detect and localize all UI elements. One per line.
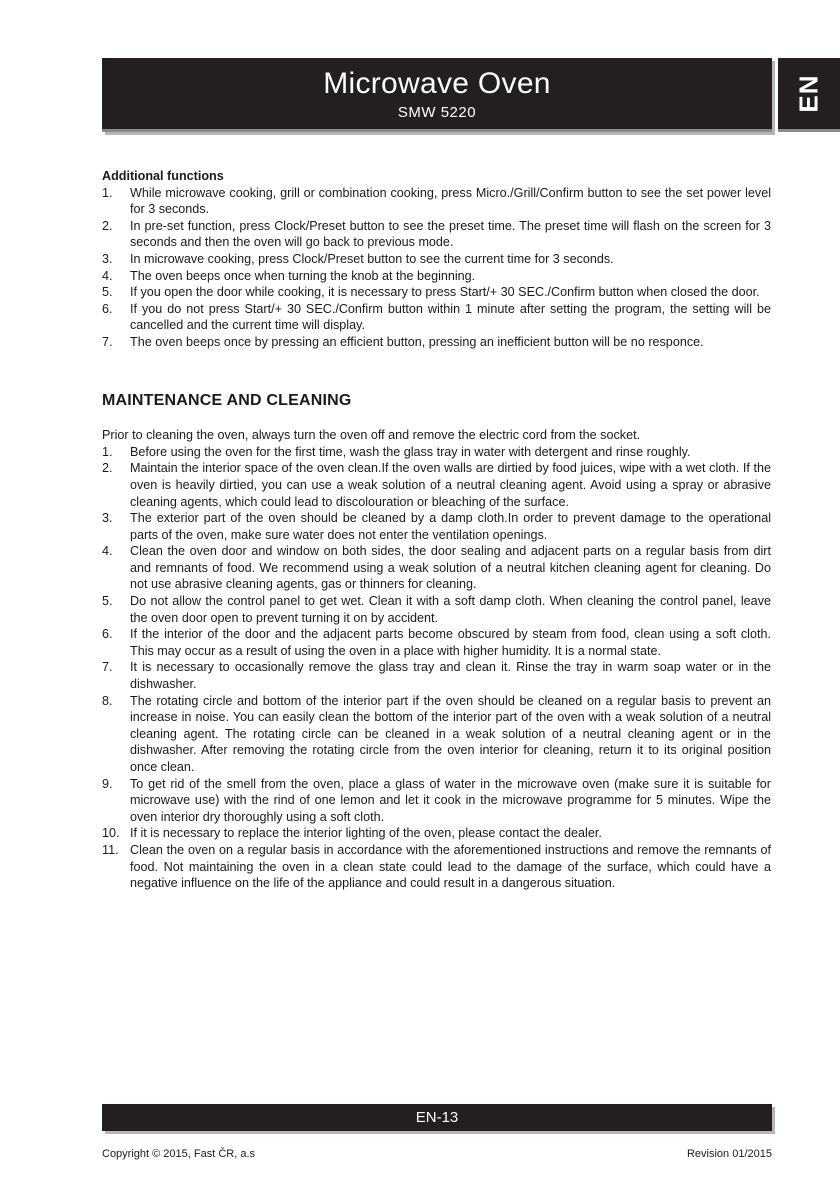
item-number: 7. (102, 334, 113, 349)
item-number: 9. (102, 776, 113, 791)
item-text: While microwave cooking, grill or combination cooking, press Micro./Grill/Confirm button to see the set power level for 3 seconds. (130, 185, 771, 217)
list-item (102, 444, 771, 461)
item-text: If the interior of the door and the adjacent parts become obscured by steam from food, clean using a soft cloth. This may occur as a result of using the oven in a place with higher humidity. It is a normal state. (130, 627, 771, 658)
item-number: 11. (102, 842, 119, 857)
additional-functions-heading: Additional functions (102, 169, 224, 183)
item-number: 3. (102, 251, 113, 266)
item-text: Clean the oven on a regular basis in accordance with the aforementioned instructions and remove the remnants of food. Not maintaining the oven in a clean state could lead to the damage of the surface, which could have a negative influence on the life of the appliance and could result in a dangerous situation. (130, 842, 771, 891)
item-number: 3. (102, 511, 113, 526)
page-number-bar (102, 1104, 772, 1131)
list-item (102, 693, 771, 776)
list-item (102, 825, 771, 842)
list-item (102, 284, 771, 301)
item-text: It is necessary to occasionally remove the glass tray and clean it. Rinse the tray in warm soap water or in the dishwasher. (130, 660, 771, 692)
item-number: 2. (102, 218, 113, 233)
maintenance-heading: MAINTENANCE AND CLEANING (102, 391, 352, 409)
copyright-notice: Copyright © 2015, Fast ČR, a.s (102, 1148, 256, 1160)
main-content (102, 168, 771, 892)
language-tab (778, 58, 840, 132)
item-number: 5. (102, 285, 113, 300)
title-banner (102, 58, 772, 132)
list-item (102, 185, 771, 218)
list-item (102, 251, 771, 268)
maintenance-intro: Prior to cleaning the oven, always turn the oven off and remove the electric cord from the socket. (102, 428, 641, 443)
item-text: The oven beeps once when turning the knob at the beginning. (130, 268, 476, 283)
item-text: In pre-set function, press Clock/Preset button to see the preset time. The preset time will flash on the screen for 3 seconds and then the oven will go back to previous mode. (130, 218, 771, 250)
item-number: 5. (102, 594, 113, 609)
page-title: Microwave Oven (323, 67, 551, 100)
item-number: 8. (102, 693, 113, 708)
item-text: Clean the oven door and window on both sides, the door sealing and adjacent parts on a regular basis from dirt and remnants of food. We recommend using a weak solution of a neutral kitchen cleaning agent for cleaning. Do not use abrasive cleaning agents, gas or thinners for cleaning. (130, 544, 771, 592)
page-number: EN-13 (415, 1109, 459, 1126)
maintenance-list (102, 444, 771, 892)
list-item (102, 842, 771, 892)
language-label: EN (793, 74, 824, 113)
list-item (102, 626, 771, 659)
list-item (102, 218, 771, 251)
item-text: In microwave cooking, press Clock/Preset button to see the current time for 3 seconds. (130, 251, 614, 266)
item-text: The oven beeps once by pressing an efficient button, pressing an inefficient button will be no responce. (130, 334, 704, 349)
item-text: To get rid of the smell from the oven, place a glass of water in the microwave oven (make sure it is suitable for microwave use) with the rind of one lemon and let it cook in the microwave programme for 5 minutes. Wipe the oven interior dry thoroughly using a soft cloth. (130, 776, 771, 824)
item-number: 4. (102, 544, 113, 559)
list-item (102, 334, 771, 351)
item-number: 7. (102, 660, 113, 675)
item-number: 10. (102, 826, 120, 841)
item-text: Before using the oven for the first time, wash the glass tray in water with detergent and rinse roughly. (130, 444, 691, 459)
list-item (102, 593, 771, 626)
list-item (102, 543, 771, 593)
item-number: 2. (102, 461, 113, 476)
item-text: If it is necessary to replace the interior lighting of the oven, please contact the dealer. (130, 826, 602, 841)
item-text: If you open the door while cooking, it is necessary to press Start/+ 30 SEC./Confirm button when closed the door. (130, 285, 760, 300)
list-item (102, 301, 771, 334)
list-item (102, 510, 771, 543)
additional-functions-list (102, 185, 771, 351)
list-item (102, 268, 771, 285)
item-number: 6. (102, 301, 113, 316)
item-number: 1. (102, 185, 113, 200)
model-number: SMW 5220 (397, 104, 477, 121)
list-item (102, 659, 771, 692)
item-text: The rotating circle and bottom of the interior part if the oven should be cleaned on a regular basis to prevent an increase in noise. You can easily clean the bottom of the interior part of the oven with a weak solution of a neutral cleaning agent. The rotating circle can be cleaned in a weak solution of a neutral cleaning agent or in the dishwasher. After removing the rotating circle from the oven interior for cleaning, return it to its original position once clean. (130, 693, 771, 774)
revision-label: Revision 01/2015 (686, 1148, 772, 1160)
list-item (102, 776, 771, 826)
list-item (102, 460, 771, 510)
item-text: Do not allow the control panel to get wet. Clean it with a soft damp cloth. When cleaning the control panel, leave the oven door open to prevent turning it on by accident. (130, 594, 771, 625)
item-number: 4. (102, 268, 113, 283)
item-text: The exterior part of the oven should be cleaned by a damp cloth.In order to prevent damage to the operational parts of the oven, make sure water does not enter the ventilation openings. (130, 511, 771, 542)
item-number: 6. (102, 627, 113, 642)
item-text: Maintain the interior space of the oven clean.If the oven walls are dirtied by food juices, wipe with a wet cloth. If the oven is heavily dirtied, you can use a weak solution of a neutral cleaning agent. Avoid using a spray or abrasive cleaning agents, which could lead to discolouration or bleaching of the surface. (130, 461, 771, 509)
item-number: 1. (102, 444, 113, 459)
item-text: If you do not press Start/+ 30 SEC./Confirm button within 1 minute after setting the program, the setting will be cancelled and the current time will display. (130, 301, 771, 333)
